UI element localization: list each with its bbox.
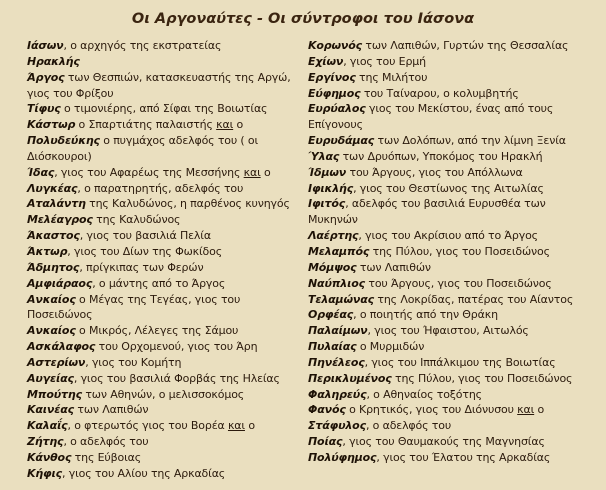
argonaut-description: , γιος του Ακρίσιου από το Άργος <box>358 229 538 243</box>
argonaut-description: , γιος του Ιππάλκιμου της Βοιωτίας <box>364 355 556 369</box>
argonaut-entry <box>27 450 302 466</box>
argonaut-entry <box>27 38 302 54</box>
argonaut-entry <box>27 54 302 70</box>
argonaut-entry <box>308 70 604 86</box>
argonaut-description: , ο αρχηγός της εκστρατείας <box>63 39 222 52</box>
argonaut-name: Τίφυς <box>27 102 61 116</box>
argonaut-description: της Καλυδώνος <box>92 213 181 227</box>
argonaut-entry <box>308 181 604 197</box>
argonaut-entry <box>308 101 604 117</box>
argonaut-name: Ιφικλής <box>308 181 354 195</box>
argonaut-name: Ασκάλαφος <box>27 340 96 354</box>
argonaut-entry <box>27 466 302 482</box>
argonaut-name: Αστερίων <box>27 355 86 369</box>
argonaut-description: Διόσκουροι) <box>27 149 92 163</box>
argonaut-name: Λυγκέας <box>27 181 78 195</box>
argonaut-name: Ηρακλής <box>27 54 80 68</box>
argonaut-entry <box>308 450 604 466</box>
argonaut-entry <box>308 276 604 292</box>
argonaut-entry <box>308 402 604 418</box>
argonaut-entry <box>27 387 302 403</box>
argonaut-name: Άκτωρ <box>27 244 68 258</box>
argonaut-entry <box>308 86 604 102</box>
argonaut-entry <box>308 323 604 339</box>
argonaut-description: , γιος του Δίων της Φωκίδος <box>67 244 223 258</box>
argonaut-name: Αμφιάραος <box>27 276 93 290</box>
argonaut-description: Μυκηνών <box>308 213 358 227</box>
argonaut-entry <box>308 165 604 181</box>
argonaut-description: του Άργους, γιος του Απόλλωνα <box>346 165 523 179</box>
argonaut-entry <box>27 339 302 355</box>
argonaut-description-tail: ο <box>244 419 255 433</box>
argonaut-entry <box>27 307 302 323</box>
argonaut-description: του Ταίναρου, ο κολυμβητής <box>360 86 519 100</box>
argonaut-description: , αδελφός του βασιλιά Ευρυσθέα των <box>345 197 546 211</box>
argonaut-entry <box>308 292 604 308</box>
argonaut-name: Ανκαίος <box>27 324 76 338</box>
argonaut-description-tail: ο <box>260 165 271 179</box>
argonaut-description: της Μιλήτου <box>355 70 428 84</box>
argonaut-description: ο Κρητικός, γιος του Διόνυσου <box>345 403 518 417</box>
argonaut-name: Στάφυλος <box>308 419 366 433</box>
argonaut-description: ο Μυρμιδών <box>356 340 425 354</box>
argonaut-entry <box>308 38 604 54</box>
argonaut-description: του Άργους, γιος του Ποσειδώνος <box>365 276 552 290</box>
argonaut-description: , ο αδελφός του <box>365 419 452 433</box>
argonaut-description: Επίγονους <box>308 118 363 132</box>
argonaut-name: Αταλάντη <box>27 197 86 211</box>
argonaut-name: Πηνέλεος <box>308 355 365 369</box>
argonaut-entry <box>27 402 302 418</box>
argonaut-name: Κάστωρ <box>27 118 76 132</box>
argonaut-description: Ποσειδώνος <box>27 308 93 322</box>
and-link[interactable]: και <box>216 118 234 132</box>
and-link[interactable]: και <box>227 419 245 433</box>
and-link[interactable]: και <box>243 165 261 179</box>
argonaut-name: Πολυδεύκης <box>27 134 100 148</box>
argonaut-description: των Αθηνών, ο μελισσοκόμος <box>81 387 245 401</box>
argonaut-name: Ίδμων <box>308 165 347 179</box>
argonaut-name: Καινέας <box>27 403 75 417</box>
right-column <box>308 38 604 466</box>
argonaut-entry <box>308 196 604 212</box>
argonaut-name: Άδμητος <box>27 260 80 274</box>
argonaut-name: Μόμψος <box>308 260 357 274</box>
argonaut-entry <box>27 86 302 102</box>
argonaut-name: Ανκαίος <box>27 292 76 306</box>
argonaut-entry <box>27 292 302 308</box>
argonaut-entry <box>27 244 302 260</box>
argonaut-name: Ιάσων <box>27 39 64 52</box>
argonaut-description-tail: ο <box>233 118 244 132</box>
argonaut-name: Αυγείας <box>27 371 74 385</box>
argonaut-entry <box>27 117 302 133</box>
argonaut-entry <box>308 260 604 276</box>
argonaut-entry <box>27 276 302 292</box>
argonaut-description: ο πυγμάχος αδελφός του ( οι <box>99 134 259 148</box>
argonaut-entry <box>27 70 302 86</box>
argonaut-description: του Ορχομενού, γιος του Άρη <box>95 340 258 354</box>
argonaut-description: των Λαπιθών <box>74 403 149 417</box>
argonaut-description-tail: ο <box>534 403 545 417</box>
argonaut-description: ο τιμονιέρης, από Σίφαι της Βοιωτίας <box>60 102 268 116</box>
argonaut-entry <box>308 387 604 403</box>
argonaut-entry <box>308 149 604 165</box>
argonaut-entry <box>27 196 302 212</box>
argonaut-entry <box>27 418 302 434</box>
argonaut-description: , πρίγκιπας των Φερών <box>79 260 204 274</box>
argonaut-name: Ευρυδάμας <box>308 134 375 148</box>
argonaut-entry <box>308 418 604 434</box>
argonaut-entry <box>308 339 604 355</box>
argonaut-description: , γιος του Κομήτη <box>85 355 182 369</box>
argonaut-description: ο Μικρός, Λέλεγες της Σάμου <box>75 324 239 338</box>
argonaut-entry <box>308 54 604 70</box>
argonaut-name: Περικλυμένος <box>308 371 392 385</box>
argonaut-name: Ζήτης <box>27 435 64 449</box>
argonaut-description: , ο αδελφός του <box>63 435 149 449</box>
argonaut-entry <box>27 434 302 450</box>
argonaut-entry <box>27 260 302 276</box>
argonaut-name: Φαληρεύς <box>308 387 367 401</box>
argonaut-name: Κορωνός <box>308 39 363 52</box>
argonaut-description: ο Σπαρτιάτης παλαιστής <box>75 118 217 132</box>
argonaut-name: Εργίνος <box>308 70 356 84</box>
argonaut-description: των Θεσπιών, κατασκευαστής της Αργώ, <box>64 70 291 84</box>
argonaut-name: Άργος <box>27 70 65 84</box>
argonaut-name: Ίδας <box>27 165 55 179</box>
argonaut-entry <box>308 228 604 244</box>
argonaut-name: Άκαστος <box>27 229 80 243</box>
argonaut-name: Λαέρτης <box>308 229 359 243</box>
argonaut-description: των Λαπιθών <box>356 260 431 274</box>
argonaut-name: Κήφις <box>27 466 63 480</box>
argonaut-name: Μελέαγρος <box>27 213 93 227</box>
argonaut-description: , γιος του βασιλιά Φορβάς της Ηλείας <box>73 371 280 385</box>
argonaut-entry <box>27 212 302 228</box>
argonaut-name: Τελαμώνας <box>308 292 375 306</box>
argonaut-entry <box>27 133 302 149</box>
argonaut-name: Ποίας <box>308 435 343 449</box>
argonaut-description: των Λαπιθών, Γυρτών της Θεσσαλίας <box>362 39 569 52</box>
argonaut-description: της Πύλου, γιος του Ποσειδώνος <box>369 244 550 258</box>
argonaut-name: Κάνθος <box>27 450 72 464</box>
argonaut-name: Ναύπλιος <box>308 276 366 290</box>
argonaut-name: Μπούτης <box>27 387 82 401</box>
argonaut-description: , γιος του Αφαρέως της Μεσσήνης <box>54 165 244 179</box>
page-title: Οι Αργοναύτες - Οι σύντροφοι του Ιάσονα <box>131 11 475 27</box>
argonaut-description: , γιος του Θεστίωνος της Αιτωλίας <box>353 181 544 195</box>
argonaut-description: , γιος του βασιλιά Πελία <box>79 229 211 243</box>
argonaut-description: , γιος του Θαυμακούς της Μαγνησίας <box>342 435 545 449</box>
argonaut-entry <box>27 228 302 244</box>
argonaut-description: , ο μάντης από το Άργος <box>92 276 226 290</box>
left-column <box>27 38 302 482</box>
argonaut-name: Μελαμπός <box>308 244 370 258</box>
argonaut-entry <box>27 149 302 165</box>
argonaut-entry <box>308 117 604 133</box>
argonaut-description: , γιος του Αλίου της Αρκαδίας <box>62 466 226 480</box>
argonaut-description: γιος του Φρίξου <box>27 86 114 100</box>
argonaut-description: ο Μέγας της Τεγέας, γιος του <box>75 292 241 306</box>
argonaut-entry <box>27 355 302 371</box>
argonaut-description: , ο ποιητής από την Θράκη <box>353 308 498 322</box>
argonaut-description: γιος του Μεκίστου, ένας από τους <box>365 102 554 116</box>
argonaut-description: , ο φτερωτός γιος του Βορέα <box>67 419 228 433</box>
argonaut-entry <box>308 371 604 387</box>
argonaut-entry <box>308 244 604 260</box>
argonaut-name: Ορφέας <box>308 308 354 322</box>
and-link[interactable]: και <box>517 403 535 417</box>
argonaut-name: Ύλας <box>308 149 340 163</box>
argonaut-entry <box>27 181 302 197</box>
argonaut-description: των Δολόπων, από την λίμνη Ξενία <box>374 134 566 148</box>
argonaut-description: , ο Αθηναίος τοξότης <box>366 387 482 401</box>
argonaut-name: Ευρύαλος <box>308 102 366 116</box>
argonaut-name: Εχίων <box>308 54 344 68</box>
argonaut-entry <box>308 212 604 228</box>
argonaut-entry <box>308 307 604 323</box>
argonaut-description: της Εύβοιας <box>71 450 142 464</box>
argonaut-entry <box>308 133 604 149</box>
argonaut-entry <box>27 101 302 117</box>
argonaut-description: , γιος του Ερμή <box>343 54 426 68</box>
argonaut-name: Καλαΐς <box>27 419 68 433</box>
argonaut-name: Πολύφημος <box>308 450 377 464</box>
argonaut-description: της Πύλου, γιος του Ποσειδώνος <box>391 371 573 385</box>
argonaut-entry <box>27 371 302 387</box>
argonaut-entry <box>308 355 604 371</box>
argonaut-description: των Δρυόπων, Υποκόμος του Ηρακλή <box>339 149 543 163</box>
argonaut-name: Παλαίμων <box>308 324 368 338</box>
argonaut-description: της Λοκρίδας, πατέρας του Αίαντος <box>374 292 574 306</box>
argonaut-description: , γιος του Ήφαιστου, Αιτωλός <box>367 324 529 338</box>
argonaut-name: Ιφιτός <box>308 197 346 211</box>
argonaut-entry <box>27 323 302 339</box>
argonaut-entry <box>308 434 604 450</box>
argonaut-name: Πυλαίας <box>308 340 357 354</box>
argonaut-entry <box>27 165 302 181</box>
argonaut-name: Εύφημος <box>308 86 361 100</box>
argonaut-name: Φανός <box>308 403 346 417</box>
argonaut-description: της Καλυδώνος, η παρθένος κυνηγός <box>85 197 290 211</box>
argonaut-description: , ο παρατηρητής, αδελφός του <box>77 181 244 195</box>
argonaut-description: , γιος του Έλατου της Αρκαδίας <box>376 450 551 464</box>
